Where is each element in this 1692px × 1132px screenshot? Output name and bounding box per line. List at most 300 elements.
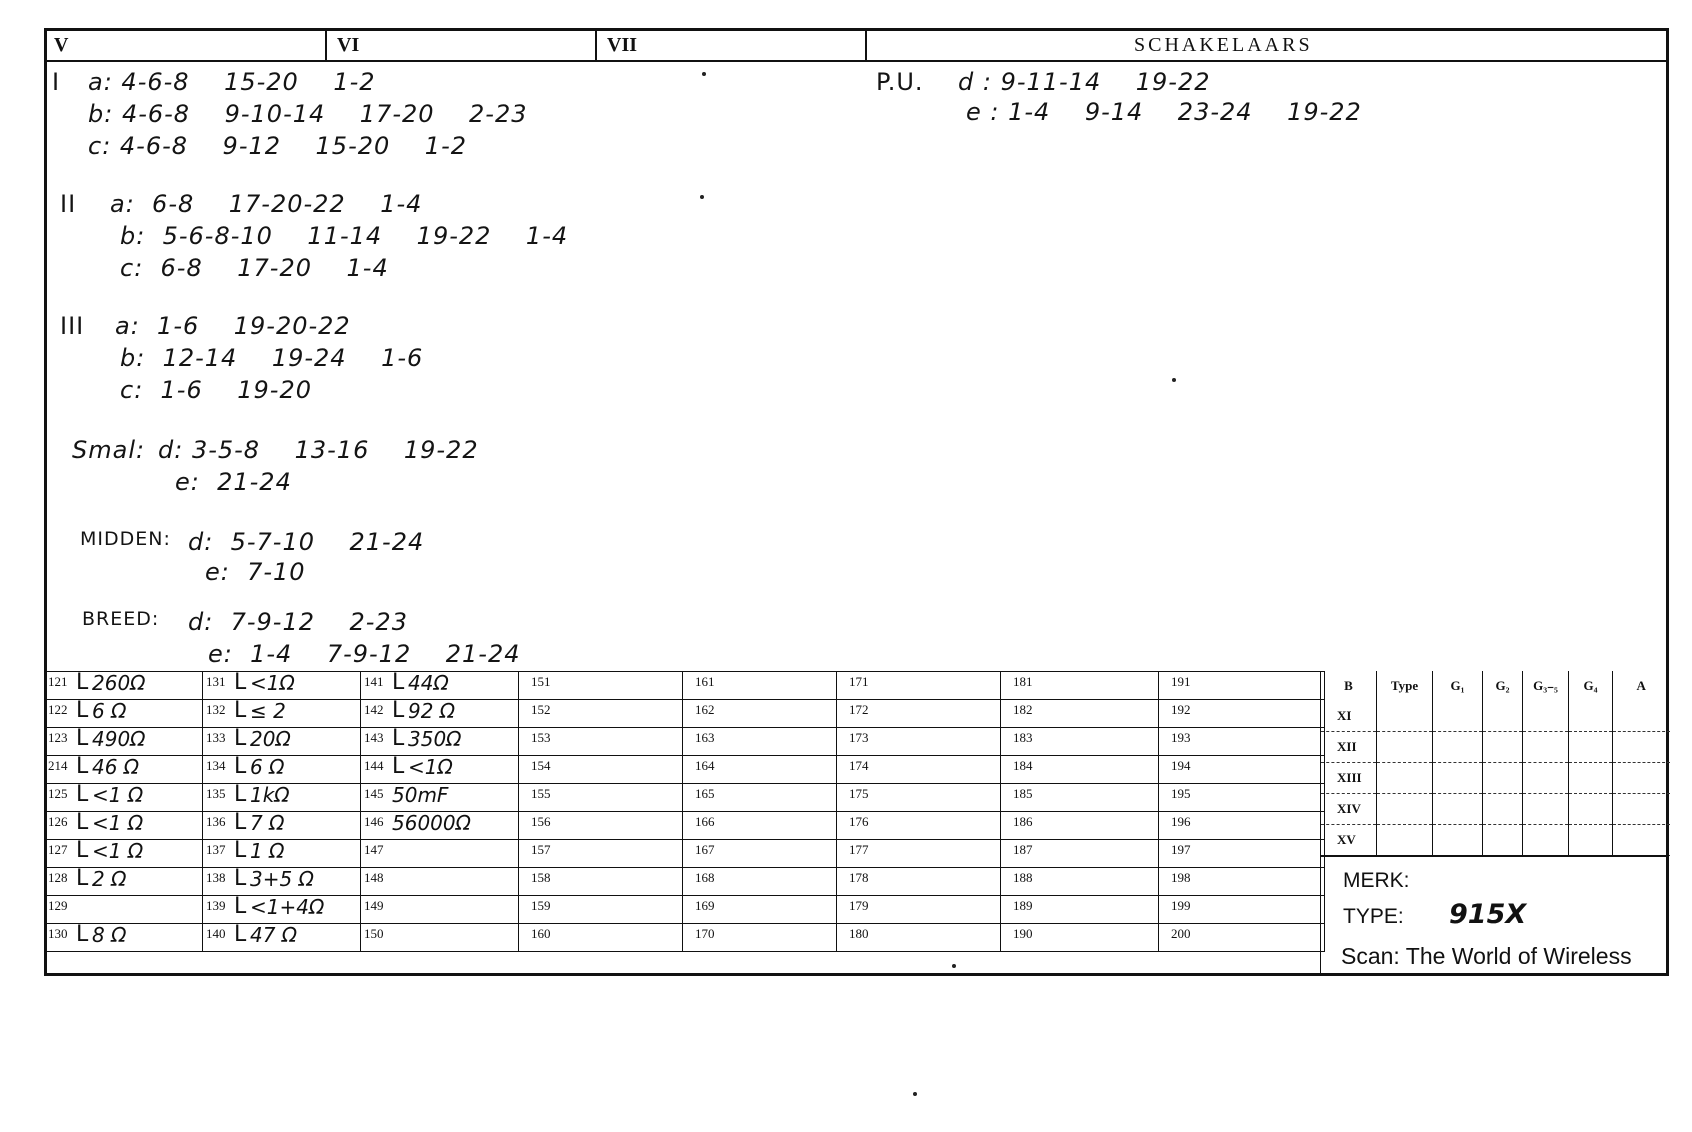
component-cell — [683, 756, 837, 784]
component-number: 136 — [206, 814, 226, 829]
component-value: 8 Ω — [92, 923, 127, 947]
component-cell — [837, 728, 1001, 756]
tube-cell — [1569, 763, 1613, 794]
grid-row — [45, 924, 1325, 952]
tube-row-label: XIII — [1321, 763, 1377, 794]
speck — [913, 1092, 917, 1096]
note-smal-label: Smal: — [72, 436, 146, 464]
component-value: 50mF — [392, 783, 449, 807]
component-number: 180 — [849, 926, 869, 941]
component-number: 196 — [1171, 814, 1191, 829]
note-pu-label: P.U. — [876, 68, 924, 96]
coil-symbol-icon: L — [76, 726, 89, 751]
component-number: 158 — [531, 870, 551, 885]
tube-cell — [1523, 794, 1569, 825]
component-value: 260Ω — [92, 671, 146, 695]
component-number: 154 — [531, 758, 551, 773]
component-cell — [683, 840, 837, 868]
tube-row — [1321, 763, 1670, 794]
component-number: 169 — [695, 898, 715, 913]
component-value: 7 Ω — [250, 811, 285, 835]
coil-symbol-icon: L — [392, 698, 405, 723]
component-number: 173 — [849, 730, 869, 745]
header-col-vi: VI — [327, 28, 597, 62]
note-smal-d: d: 3-5-8 13-16 19-22 — [158, 436, 479, 464]
component-number: 164 — [695, 758, 715, 773]
component-number: 168 — [695, 870, 715, 885]
tube-cell — [1377, 794, 1433, 825]
component-value: 1kΩ — [250, 783, 290, 807]
component-cell — [519, 756, 683, 784]
component-number: 214 — [48, 758, 68, 773]
component-cell — [203, 924, 361, 952]
grid-row — [45, 868, 1325, 896]
tube-row-label: XIV — [1321, 794, 1377, 825]
type-label: TYPE: — [1343, 905, 1404, 928]
coil-symbol-icon: L — [76, 670, 89, 695]
component-cell — [1159, 924, 1325, 952]
coil-symbol-icon: L — [392, 726, 405, 751]
grid-row — [45, 784, 1325, 812]
component-cell — [45, 924, 203, 952]
grid-row — [45, 672, 1325, 700]
component-cell — [837, 784, 1001, 812]
tube-cell — [1569, 825, 1613, 856]
component-cell — [45, 756, 203, 784]
component-number: 151 — [531, 674, 551, 689]
component-number: 130 — [48, 926, 68, 941]
note-smal-e: e: 21-24 — [175, 468, 292, 496]
coil-symbol-icon: L — [234, 894, 247, 919]
component-cell — [1001, 868, 1159, 896]
component-cell — [203, 812, 361, 840]
component-cell — [683, 784, 837, 812]
merk-label: MERK: — [1343, 869, 1410, 892]
component-number: 192 — [1171, 702, 1191, 717]
tube-cell — [1483, 732, 1523, 763]
component-number: 165 — [695, 786, 715, 801]
tube-cell — [1613, 732, 1670, 763]
component-number: 155 — [531, 786, 551, 801]
component-number: 197 — [1171, 842, 1191, 857]
component-number: 125 — [48, 786, 68, 801]
component-value: 6 Ω — [250, 755, 285, 779]
component-number: 200 — [1171, 926, 1191, 941]
grid-row — [45, 700, 1325, 728]
component-number: 143 — [364, 730, 384, 745]
tube-cell — [1523, 763, 1569, 794]
coil-symbol-icon: L — [234, 698, 247, 723]
component-value: 1 Ω — [250, 839, 285, 863]
component-cell — [1159, 812, 1325, 840]
coil-symbol-icon: L — [234, 810, 247, 835]
component-cell — [45, 868, 203, 896]
note-III-label: III — [60, 312, 85, 340]
component-value: <1+4Ω — [250, 895, 325, 919]
component-cell — [1001, 812, 1159, 840]
coil-symbol-icon: L — [76, 698, 89, 723]
tube-header: G₁ — [1433, 671, 1483, 701]
coil-symbol-icon: L — [76, 754, 89, 779]
component-number: 137 — [206, 842, 226, 857]
component-number: 181 — [1013, 674, 1033, 689]
tube-cell — [1613, 701, 1670, 732]
component-cell — [1159, 896, 1325, 924]
tube-cell — [1523, 701, 1569, 732]
component-cell — [1001, 700, 1159, 728]
component-value: <1 Ω — [92, 783, 144, 807]
component-cell — [1001, 756, 1159, 784]
component-number: 189 — [1013, 898, 1033, 913]
tube-cell — [1377, 701, 1433, 732]
component-number: 193 — [1171, 730, 1191, 745]
component-cell — [683, 700, 837, 728]
component-number: 126 — [48, 814, 68, 829]
component-number: 146 — [364, 814, 384, 829]
component-cell — [1159, 672, 1325, 700]
component-value: 47 Ω — [250, 923, 298, 947]
component-number: 161 — [695, 674, 715, 689]
component-number: 198 — [1171, 870, 1191, 885]
note-I-b: b: 4-6-8 9-10-14 17-20 2-23 — [88, 100, 528, 128]
component-cell — [361, 756, 519, 784]
component-cell — [361, 812, 519, 840]
component-value: <1 Ω — [92, 811, 144, 835]
header-title: SCHAKELAARS — [1134, 34, 1313, 56]
coil-symbol-icon: L — [234, 726, 247, 751]
component-value: <1Ω — [408, 755, 453, 779]
note-III-a: a: 1-6 19-20-22 — [115, 312, 351, 340]
component-number: 178 — [849, 870, 869, 885]
component-cell — [45, 840, 203, 868]
component-number: 132 — [206, 702, 226, 717]
component-number: 139 — [206, 898, 226, 913]
component-number: 148 — [364, 870, 384, 885]
component-cell — [203, 896, 361, 924]
coil-symbol-icon: L — [392, 754, 405, 779]
component-number: 149 — [364, 898, 384, 913]
coil-symbol-icon: L — [76, 922, 89, 947]
component-cell — [683, 812, 837, 840]
component-value: 92 Ω — [408, 699, 456, 723]
component-number: 183 — [1013, 730, 1033, 745]
component-number: 185 — [1013, 786, 1033, 801]
component-number: 174 — [849, 758, 869, 773]
tube-cell — [1569, 794, 1613, 825]
coil-symbol-icon: L — [234, 754, 247, 779]
tube-cell — [1483, 763, 1523, 794]
component-number: 144 — [364, 758, 384, 773]
note-II-b: b: 5-6-8-10 11-14 19-22 1-4 — [120, 222, 569, 250]
grid-row — [45, 812, 1325, 840]
component-number: 177 — [849, 842, 869, 857]
component-cell — [361, 896, 519, 924]
component-cell — [519, 812, 683, 840]
component-cell — [361, 700, 519, 728]
component-number: 135 — [206, 786, 226, 801]
tube-header: G₂ — [1483, 671, 1523, 701]
component-cell — [1001, 896, 1159, 924]
component-number: 166 — [695, 814, 715, 829]
component-number: 128 — [48, 870, 68, 885]
component-cell — [519, 784, 683, 812]
component-number: 150 — [364, 926, 384, 941]
note-III-c: c: 1-6 19-20 — [120, 376, 312, 404]
component-value: 2 Ω — [92, 867, 127, 891]
component-number: 138 — [206, 870, 226, 885]
component-cell — [837, 812, 1001, 840]
tube-cell — [1433, 732, 1483, 763]
component-cell — [519, 700, 683, 728]
note-breed-e: e: 1-4 7-9-12 21-24 — [208, 640, 521, 668]
component-number: 129 — [48, 898, 68, 913]
component-cell — [1001, 672, 1159, 700]
component-cell — [203, 700, 361, 728]
note-midden-e: e: 7-10 — [205, 558, 306, 586]
tube-cell — [1569, 701, 1613, 732]
scan-credit: Scan: The World of Wireless — [1341, 943, 1632, 969]
component-number: 191 — [1171, 674, 1191, 689]
component-number: 167 — [695, 842, 715, 857]
component-number: 141 — [364, 674, 384, 689]
component-cell — [203, 672, 361, 700]
component-value: 44Ω — [408, 671, 449, 695]
component-cell — [1001, 784, 1159, 812]
header-col-v: V — [44, 28, 327, 62]
coil-symbol-icon: L — [76, 782, 89, 807]
coil-symbol-icon: L — [234, 866, 247, 891]
tube-cell — [1613, 763, 1670, 794]
speck — [952, 964, 956, 968]
tube-cell — [1483, 701, 1523, 732]
component-cell — [837, 868, 1001, 896]
component-cell — [837, 756, 1001, 784]
component-number: 162 — [695, 702, 715, 717]
note-breed-label: BREED: — [82, 608, 160, 630]
component-cell — [519, 868, 683, 896]
component-cell — [45, 700, 203, 728]
component-cell — [683, 672, 837, 700]
component-number: 133 — [206, 730, 226, 745]
component-cell — [1001, 728, 1159, 756]
component-cell — [361, 868, 519, 896]
component-number: 187 — [1013, 842, 1033, 857]
tube-cell — [1377, 763, 1433, 794]
component-grid — [44, 671, 1325, 952]
component-number: 142 — [364, 702, 384, 717]
tube-cell — [1433, 794, 1483, 825]
component-number: 172 — [849, 702, 869, 717]
tube-cell — [1377, 825, 1433, 856]
coil-symbol-icon: L — [234, 670, 247, 695]
note-II-a: a: 6-8 17-20-22 1-4 — [110, 190, 423, 218]
component-cell — [45, 672, 203, 700]
component-value: ≤ 2 — [250, 699, 286, 723]
component-cell — [361, 672, 519, 700]
tube-table — [1320, 671, 1670, 856]
component-cell — [361, 728, 519, 756]
component-cell — [683, 924, 837, 952]
component-value: <1Ω — [250, 671, 295, 695]
component-number: 121 — [48, 674, 68, 689]
component-cell — [361, 784, 519, 812]
component-cell — [683, 896, 837, 924]
component-cell — [1001, 840, 1159, 868]
component-cell — [519, 924, 683, 952]
note-midden-d: d: 5-7-10 21-24 — [188, 528, 425, 556]
tube-cell — [1613, 825, 1670, 856]
component-number: 140 — [206, 926, 226, 941]
component-cell — [203, 840, 361, 868]
component-cell — [519, 840, 683, 868]
speck — [1172, 378, 1176, 382]
grid-row — [45, 840, 1325, 868]
header-col-vii: VII — [597, 28, 867, 62]
grid-row — [45, 896, 1325, 924]
component-value: 56000Ω — [392, 811, 471, 835]
coil-symbol-icon: L — [234, 922, 247, 947]
component-number: 159 — [531, 898, 551, 913]
coil-symbol-icon: L — [76, 810, 89, 835]
coil-symbol-icon: L — [234, 782, 247, 807]
component-cell — [1159, 756, 1325, 784]
component-number: 147 — [364, 842, 384, 857]
component-cell — [519, 728, 683, 756]
tube-cell — [1433, 701, 1483, 732]
component-number: 190 — [1013, 926, 1033, 941]
component-number: 184 — [1013, 758, 1033, 773]
tube-cell — [1433, 825, 1483, 856]
speck — [700, 195, 704, 199]
component-number: 186 — [1013, 814, 1033, 829]
component-cell — [1159, 840, 1325, 868]
component-cell — [45, 784, 203, 812]
component-cell — [45, 812, 203, 840]
component-value: <1 Ω — [92, 839, 144, 863]
tube-cell — [1483, 825, 1523, 856]
component-cell — [1159, 868, 1325, 896]
component-cell — [837, 672, 1001, 700]
note-I-a: a: 4-6-8 15-20 1-2 — [88, 68, 376, 96]
tube-row — [1321, 794, 1670, 825]
component-number: 182 — [1013, 702, 1033, 717]
tube-row — [1321, 701, 1670, 732]
component-number: 176 — [849, 814, 869, 829]
component-number: 152 — [531, 702, 551, 717]
note-II-c: c: 6-8 17-20 1-4 — [120, 254, 389, 282]
component-cell — [203, 868, 361, 896]
component-number: 170 — [695, 926, 715, 941]
component-value: 6 Ω — [92, 699, 127, 723]
tube-header: A — [1613, 671, 1670, 701]
note-I-c: c: 4-6-8 9-12 15-20 1-2 — [88, 132, 467, 160]
component-value: 46 Ω — [92, 755, 140, 779]
tube-row-label: XV — [1321, 825, 1377, 856]
component-number: 171 — [849, 674, 869, 689]
tube-cell — [1377, 732, 1433, 763]
tube-cell — [1433, 763, 1483, 794]
component-number: 175 — [849, 786, 869, 801]
component-cell — [203, 756, 361, 784]
component-number: 156 — [531, 814, 551, 829]
brand-box — [1320, 855, 1669, 976]
component-cell — [683, 868, 837, 896]
speck — [702, 72, 706, 76]
tube-row — [1321, 825, 1670, 856]
note-II-label: II — [60, 190, 77, 218]
tube-cell — [1613, 794, 1670, 825]
component-cell — [837, 700, 1001, 728]
component-cell — [361, 840, 519, 868]
component-cell — [1159, 784, 1325, 812]
component-number: 194 — [1171, 758, 1191, 773]
grid-row — [45, 756, 1325, 784]
component-cell — [837, 840, 1001, 868]
tube-header: B — [1321, 671, 1377, 701]
component-cell — [1159, 728, 1325, 756]
component-cell — [1159, 700, 1325, 728]
component-cell — [1001, 924, 1159, 952]
component-number: 134 — [206, 758, 226, 773]
tube-row-label: XII — [1321, 732, 1377, 763]
note-pu-d: d : 9-11-14 19-22 — [958, 68, 1211, 96]
component-cell — [203, 784, 361, 812]
tube-cell — [1523, 825, 1569, 856]
component-number: 163 — [695, 730, 715, 745]
component-cell — [203, 728, 361, 756]
component-number: 199 — [1171, 898, 1191, 913]
note-III-b: b: 12-14 19-24 1-6 — [120, 344, 424, 372]
type-value: 915X — [1449, 899, 1527, 930]
component-cell — [519, 672, 683, 700]
component-number: 122 — [48, 702, 68, 717]
component-number: 145 — [364, 786, 384, 801]
note-I-label: I — [52, 68, 61, 96]
component-number: 188 — [1013, 870, 1033, 885]
component-value: 490Ω — [92, 727, 146, 751]
component-number: 157 — [531, 842, 551, 857]
component-number: 179 — [849, 898, 869, 913]
component-number: 195 — [1171, 786, 1191, 801]
coil-symbol-icon: L — [76, 838, 89, 863]
note-midden-label: MIDDEN: — [80, 528, 171, 550]
component-cell — [519, 896, 683, 924]
tube-cell — [1483, 794, 1523, 825]
coil-symbol-icon: L — [76, 866, 89, 891]
component-number: 123 — [48, 730, 68, 745]
coil-symbol-icon: L — [392, 670, 405, 695]
tube-header: G₃₋₅ — [1523, 671, 1569, 701]
tube-row-label: XI — [1321, 701, 1377, 732]
coil-symbol-icon: L — [234, 838, 247, 863]
component-value: 20Ω — [250, 727, 291, 751]
tube-row — [1321, 732, 1670, 763]
component-cell — [837, 924, 1001, 952]
component-cell — [683, 728, 837, 756]
component-value: 3+5 Ω — [250, 867, 314, 891]
component-number: 131 — [206, 674, 226, 689]
component-cell — [361, 924, 519, 952]
component-number: 153 — [531, 730, 551, 745]
note-breed-d: d: 7-9-12 2-23 — [188, 608, 408, 636]
tube-cell — [1523, 732, 1569, 763]
component-cell — [45, 896, 203, 924]
component-value: 350Ω — [408, 727, 462, 751]
component-number: 160 — [531, 926, 551, 941]
tube-cell — [1569, 732, 1613, 763]
tube-header: G₄ — [1569, 671, 1613, 701]
component-cell — [837, 896, 1001, 924]
